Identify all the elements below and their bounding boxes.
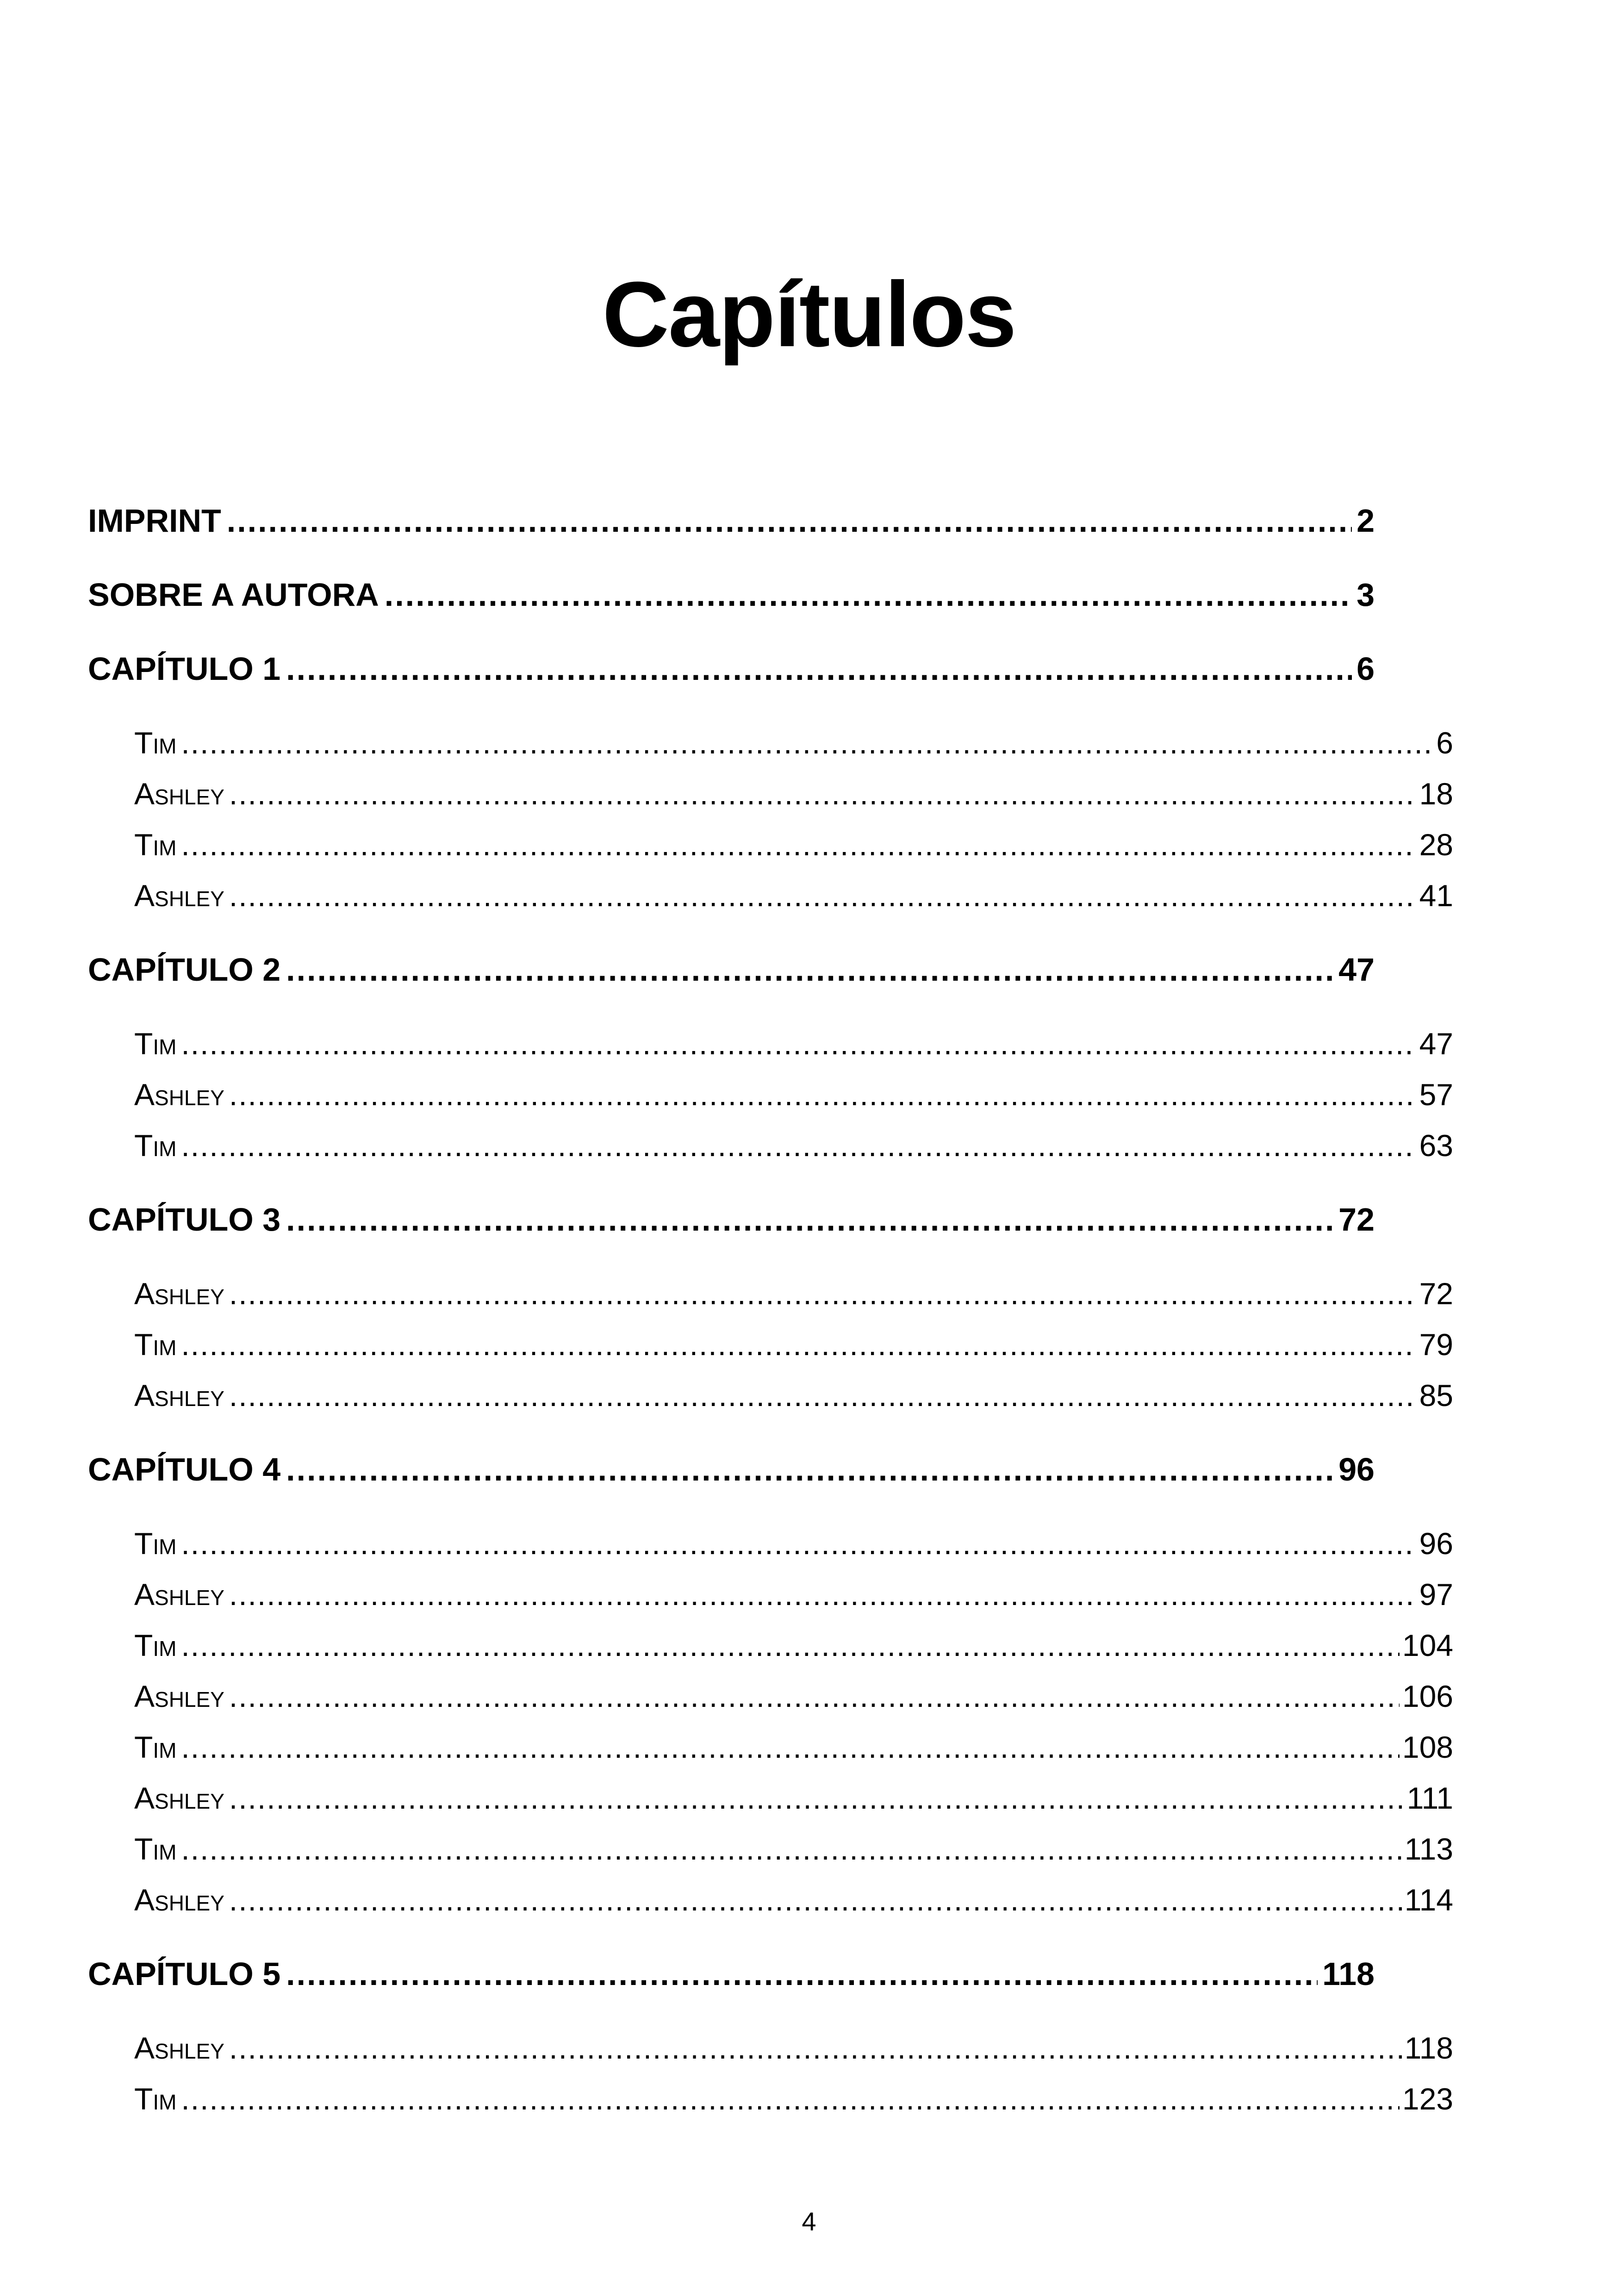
toc-entry-page: 3 — [1352, 572, 1375, 618]
toc-subentry-page: 18 — [1417, 771, 1453, 817]
toc-entry-capitulo-5[interactable] — [88, 1951, 1375, 1997]
toc-subentry-page: 6 — [1433, 720, 1453, 766]
page-title: Capítulos — [602, 263, 1016, 366]
dot-leader — [286, 1196, 1334, 1243]
dot-leader — [229, 1270, 1417, 1317]
toc-entry-label: CAPÍTULO 2 — [88, 946, 286, 993]
toc-subentry-page: 57 — [1417, 1071, 1453, 1118]
toc-entry-capitulo-1[interactable] — [88, 646, 1375, 692]
toc-entry-capitulo-3[interactable] — [88, 1196, 1375, 1243]
toc-subentry-label: Tim — [134, 1122, 181, 1169]
toc-subentry-label: Tim — [134, 1826, 181, 1872]
toc-subentry-label: Ashley — [134, 1071, 229, 1118]
toc-subentry[interactable] — [134, 1372, 1453, 1419]
toc-subentry-page: 106 — [1400, 1673, 1453, 1719]
toc-entry-sobre-a-autora[interactable] — [88, 572, 1375, 618]
toc-entry-capitulo-2[interactable] — [88, 946, 1375, 993]
toc-subentry[interactable] — [134, 1673, 1453, 1719]
toc-subentry-label: Tim — [134, 1724, 181, 1770]
dot-leader — [286, 1446, 1334, 1493]
dot-leader — [181, 821, 1416, 868]
toc-subentry-page: 111 — [1404, 1775, 1453, 1821]
toc-entry-label: CAPÍTULO 3 — [88, 1196, 286, 1243]
toc-subentry[interactable] — [134, 1071, 1453, 1118]
toc-subentry[interactable] — [134, 1321, 1453, 1368]
toc-entry-capitulo-4[interactable] — [88, 1446, 1375, 1493]
dot-leader — [286, 1951, 1318, 1997]
toc-subentry-label: Ashley — [134, 2025, 229, 2071]
toc-entry-label: IMPRINT — [88, 498, 227, 544]
toc-subentry-page: 97 — [1417, 1571, 1453, 1618]
toc-subentry-page: 108 — [1400, 1724, 1453, 1770]
dot-leader — [181, 2076, 1399, 2122]
toc-subentry[interactable] — [134, 1270, 1453, 1317]
dot-leader — [181, 1020, 1416, 1067]
toc-subentry-label: Ashley — [134, 872, 229, 919]
toc-subentry-label: Tim — [134, 1321, 181, 1368]
toc-subentry-label: Ashley — [134, 771, 229, 817]
dot-leader — [181, 720, 1433, 766]
toc-subentry-page: 63 — [1417, 1122, 1453, 1169]
toc-subentry[interactable] — [134, 872, 1453, 919]
toc-subentry-page: 96 — [1417, 1520, 1453, 1567]
toc-entry-label: SOBRE A AUTORA — [88, 572, 385, 618]
toc-entry-imprint[interactable] — [88, 498, 1375, 544]
toc-entry-page: 47 — [1334, 946, 1375, 993]
toc-subentry-label: Tim — [134, 1622, 181, 1668]
toc-subentry[interactable] — [134, 1020, 1453, 1067]
page-number: 4 — [802, 2207, 816, 2236]
dot-leader — [227, 498, 1352, 544]
dot-leader — [229, 1673, 1400, 1719]
dot-leader — [229, 1571, 1417, 1618]
toc-entry-label: CAPÍTULO 1 — [88, 646, 286, 692]
dot-leader — [181, 1622, 1399, 1668]
toc-subentry[interactable] — [134, 771, 1453, 817]
toc-subentry[interactable] — [134, 1622, 1453, 1668]
dot-leader — [385, 572, 1352, 618]
dot-leader — [229, 1372, 1417, 1419]
toc-subentry-page: 41 — [1417, 872, 1453, 919]
dot-leader — [181, 1122, 1416, 1169]
dot-leader — [229, 1775, 1404, 1821]
toc-subentry-page: 118 — [1402, 2025, 1453, 2071]
toc-subentry-label: Tim — [134, 2076, 181, 2122]
toc-subentry[interactable] — [134, 2025, 1453, 2071]
dot-leader — [229, 1071, 1417, 1118]
toc-subentry-label: Ashley — [134, 1673, 229, 1719]
dot-leader — [181, 1724, 1399, 1770]
dot-leader — [286, 646, 1352, 692]
toc-entry-page: 2 — [1352, 498, 1375, 544]
toc-subentry-label: Tim — [134, 1520, 181, 1567]
toc-subentry-page: 79 — [1417, 1321, 1453, 1368]
toc-subentry-label: Tim — [134, 821, 181, 868]
toc-subentry[interactable] — [134, 1826, 1453, 1872]
toc-subentry[interactable] — [134, 1122, 1453, 1169]
toc-entry-page: 6 — [1352, 646, 1375, 692]
toc-subentry[interactable] — [134, 1724, 1453, 1770]
toc-subentry[interactable] — [134, 720, 1453, 766]
toc-entry-page: 72 — [1334, 1196, 1375, 1243]
dot-leader — [229, 771, 1417, 817]
dot-leader — [229, 1877, 1402, 1923]
dot-leader — [229, 872, 1417, 919]
toc-subentry[interactable] — [134, 2076, 1453, 2122]
dot-leader — [181, 1321, 1416, 1368]
toc-subentry-label: Tim — [134, 1020, 181, 1067]
dot-leader — [229, 2025, 1402, 2071]
toc-subentry-page: 114 — [1402, 1877, 1453, 1923]
toc-subentry-label: Ashley — [134, 1270, 229, 1317]
toc-subentry-page: 47 — [1417, 1020, 1453, 1067]
toc-subentry[interactable] — [134, 821, 1453, 868]
toc-entry-page: 118 — [1318, 1951, 1375, 1997]
toc-entry-label: CAPÍTULO 4 — [88, 1446, 286, 1493]
toc-subentry-label: Ashley — [134, 1571, 229, 1618]
toc-subentry[interactable] — [134, 1775, 1453, 1821]
toc-subentry[interactable] — [134, 1520, 1453, 1567]
toc-subentry-label: Ashley — [134, 1877, 229, 1923]
toc-subentry-label: Ashley — [134, 1372, 229, 1419]
toc-subentry-page: 104 — [1400, 1622, 1453, 1668]
toc-subentry-page: 72 — [1417, 1270, 1453, 1317]
dot-leader — [181, 1826, 1401, 1872]
toc-subentry-label: Tim — [134, 720, 181, 766]
toc-subentry-label: Ashley — [134, 1775, 229, 1821]
dot-leader — [181, 1520, 1416, 1567]
toc-subentry-page: 113 — [1402, 1826, 1453, 1872]
toc-entry-label: CAPÍTULO 5 — [88, 1951, 286, 1997]
toc-subentry-page: 85 — [1417, 1372, 1453, 1419]
toc-subentry[interactable] — [134, 1877, 1453, 1923]
toc-subentry-page: 28 — [1417, 821, 1453, 868]
dot-leader — [286, 946, 1334, 993]
toc-subentry[interactable] — [134, 1571, 1453, 1618]
toc-subentry-page: 123 — [1400, 2076, 1453, 2122]
toc-entry-page: 96 — [1334, 1446, 1375, 1493]
